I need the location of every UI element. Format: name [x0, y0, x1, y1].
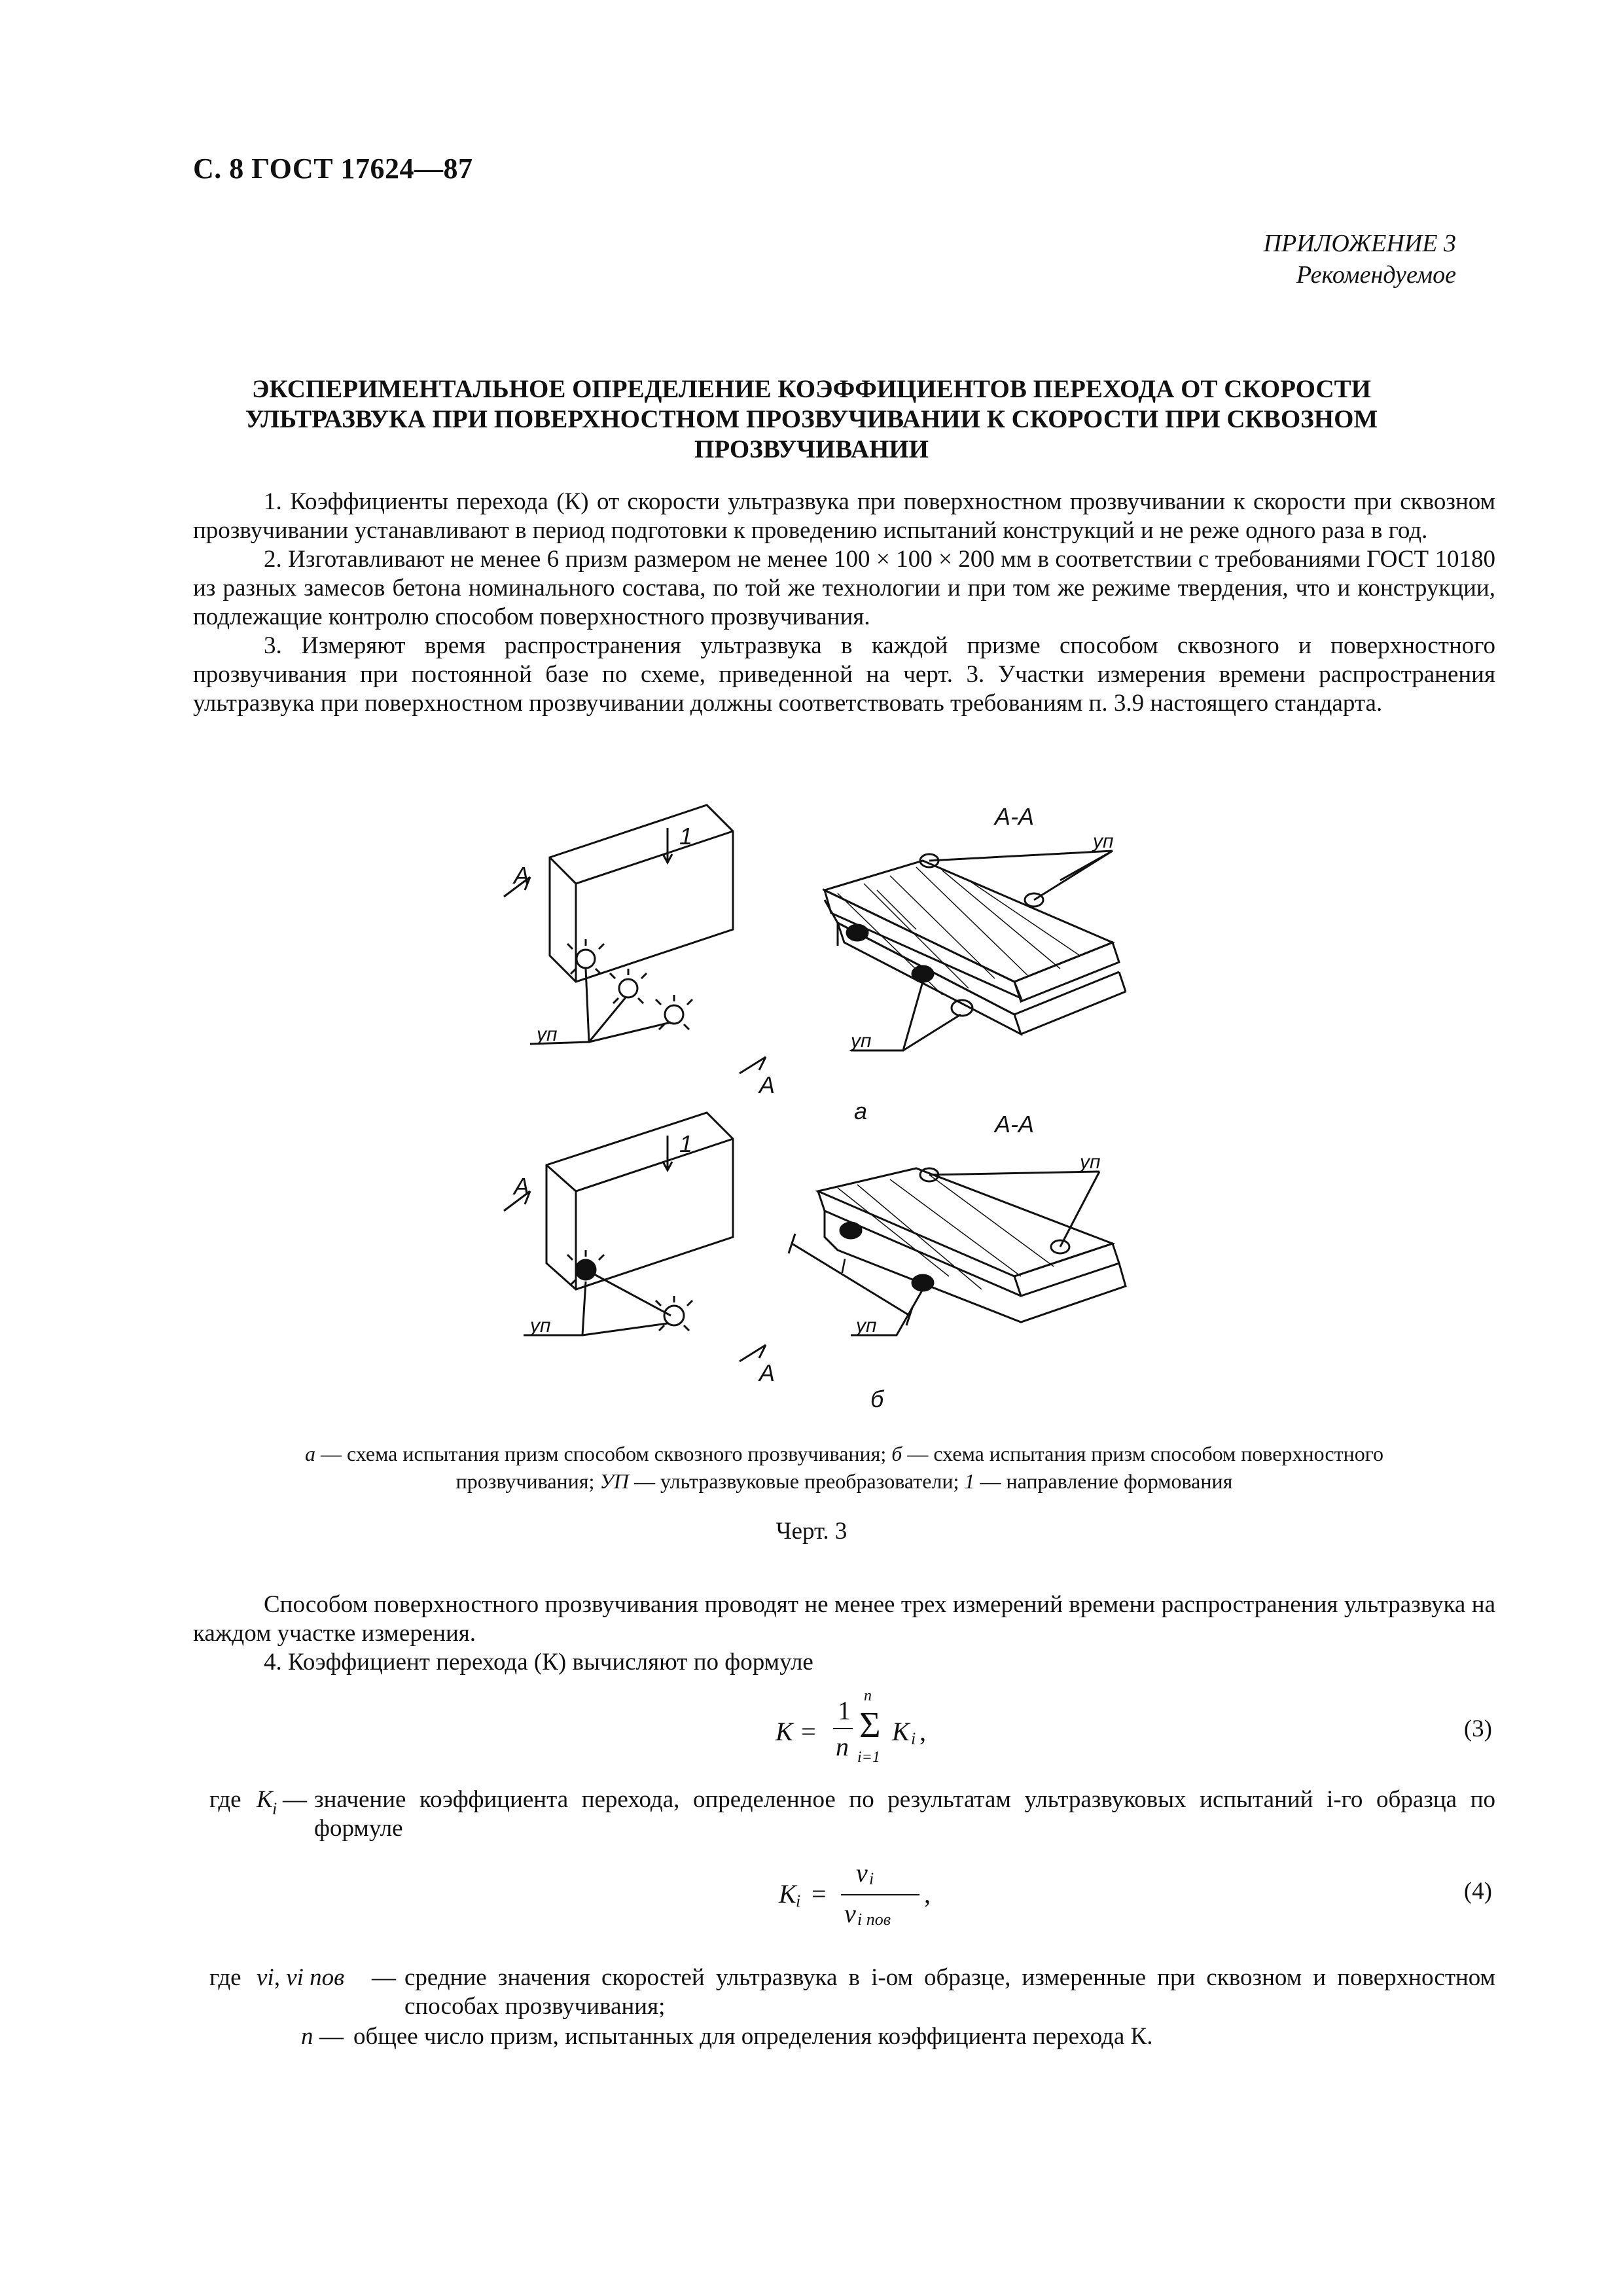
formula-4: K i = v i v i пов , [779, 1858, 931, 1929]
label-up-a3: уп [851, 1030, 872, 1052]
label-section-b: А-А [995, 1111, 1035, 1138]
caption-line-1: а — схема испытания призм способом сквозного прозвучивания; б — схема испытания призм способом поверхностного [304, 1442, 1384, 1465]
figure-caption [209, 1440, 1479, 1495]
label-cut-b2: А [759, 1359, 776, 1386]
paragraph-after-1: Способом поверхностного прозвучивания проводят не менее трех измерений времени распространения ультразвука на каждом участке измерения. [193, 1591, 1495, 1647]
label-up-b3: уп [856, 1315, 877, 1336]
label-up-a1: уп [537, 1024, 558, 1045]
section-title: ЭКСПЕРИМЕНТАЛЬНОЕ ОПРЕДЕЛЕНИЕ КОЭФФИЦИЕНТОВ ПЕРЕХОДА ОТ СКОРОСТИ УЛЬТРАЗВУКА ПРИ ПОВЕРХНОСТНОМ ПРОЗВУЧИВАНИИ К СКОРОСТИ ПРИ СКВОЗНОМ ПРОЗВУЧИВАНИИ [245, 375, 1378, 463]
label-cut-b1: А [514, 1173, 530, 1200]
equation-number-3: (3) [1463, 1715, 1492, 1742]
label-cut-a2: А [759, 1071, 776, 1098]
after-figure-paragraphs [193, 1590, 1495, 1677]
sum-sign: Σ [859, 1705, 881, 1746]
label-dir-b: 1 [679, 1130, 693, 1157]
label-up-b1: уп [530, 1315, 551, 1336]
paragraph-after-2: 4. Коэффициент перехода (К) вычисляют по формуле [264, 1649, 813, 1676]
paragraph-3: 3. Измеряют время распространения ультразвука в каждой призме способом сквозного и поверхностного прозвучивания при постоянной базе по схеме, приведенной на черт. 3. Участки измерения времени распространения ультразвука при поверхностном прозвучивании должны соответствовать требованиям п. 3.9 настоящего стандарта. [193, 632, 1495, 717]
page-header: С. 8 ГОСТ 17624—87 [193, 152, 473, 185]
intro-paragraphs [193, 488, 1495, 718]
section-b-a-a [789, 1168, 1126, 1325]
where-ki: где K i — значение коэффициента перехода, определенное по результатам ультразвуковых испытаний i-го образца по формуле [209, 1786, 1495, 1842]
caption-line-2: прозвучивания; УП — ультразвуковые преобразователи; 1 — направление формования [455, 1469, 1233, 1493]
paragraph-1: 1. Коэффициенты перехода (К) от скорости ультразвука при поверхностном прозвучивании к скорости при сквозном прозвучивании устанавливают в период подготовки к проведению испытаний конструкций и не реже одного раза в год. [193, 488, 1495, 544]
figure-number: Черт. 3 [776, 1518, 847, 1545]
appendix-status: Рекомендуемое [1296, 261, 1456, 289]
paragraph-2: 2. Изготавливают не менее 6 призм размером не менее 100 × 100 × 200 мм в соответствии с требованиями ГОСТ 10180 из разных замесов бетона номинального состава, по той же технологии и при том же режиме твердения, что и конструкции, подлежащие контролю способом поверхностного прозвучивания. [193, 546, 1495, 630]
label-dir-a: 1 [679, 823, 693, 850]
label-dim-l: l [841, 1256, 846, 1278]
label-up-b2: уп [1080, 1151, 1101, 1173]
appendix-block [1264, 228, 1456, 291]
figure-drawing [471, 792, 1204, 1446]
prism-b-surface [546, 1113, 733, 1289]
label-section-a: А-А [995, 803, 1035, 830]
section-a-a [825, 854, 1126, 1034]
where-n: n — общее число призм, испытанных для определения коэффициента перехода К. [301, 2023, 1153, 2050]
label-sub-a: а [854, 1098, 868, 1124]
formula-3: K = 1 n n Σ i=1 K i , [776, 1687, 926, 1766]
appendix-title: ПРИЛОЖЕНИЕ 3 [1263, 230, 1456, 257]
fraction-bar-4 [841, 1894, 919, 1895]
where-vi: где vi, vi пов — средние значения скоростей ультразвука в i-ом образце, измеренные при сквозном и поверхностном способах прозвучивания; [209, 1964, 1495, 2020]
fraction-bar [833, 1728, 853, 1729]
equation-number-4: (4) [1463, 1878, 1492, 1905]
label-cut-a1: А [514, 862, 530, 889]
label-sub-b: б [870, 1386, 884, 1412]
label-up-a2: уп [1093, 831, 1114, 852]
